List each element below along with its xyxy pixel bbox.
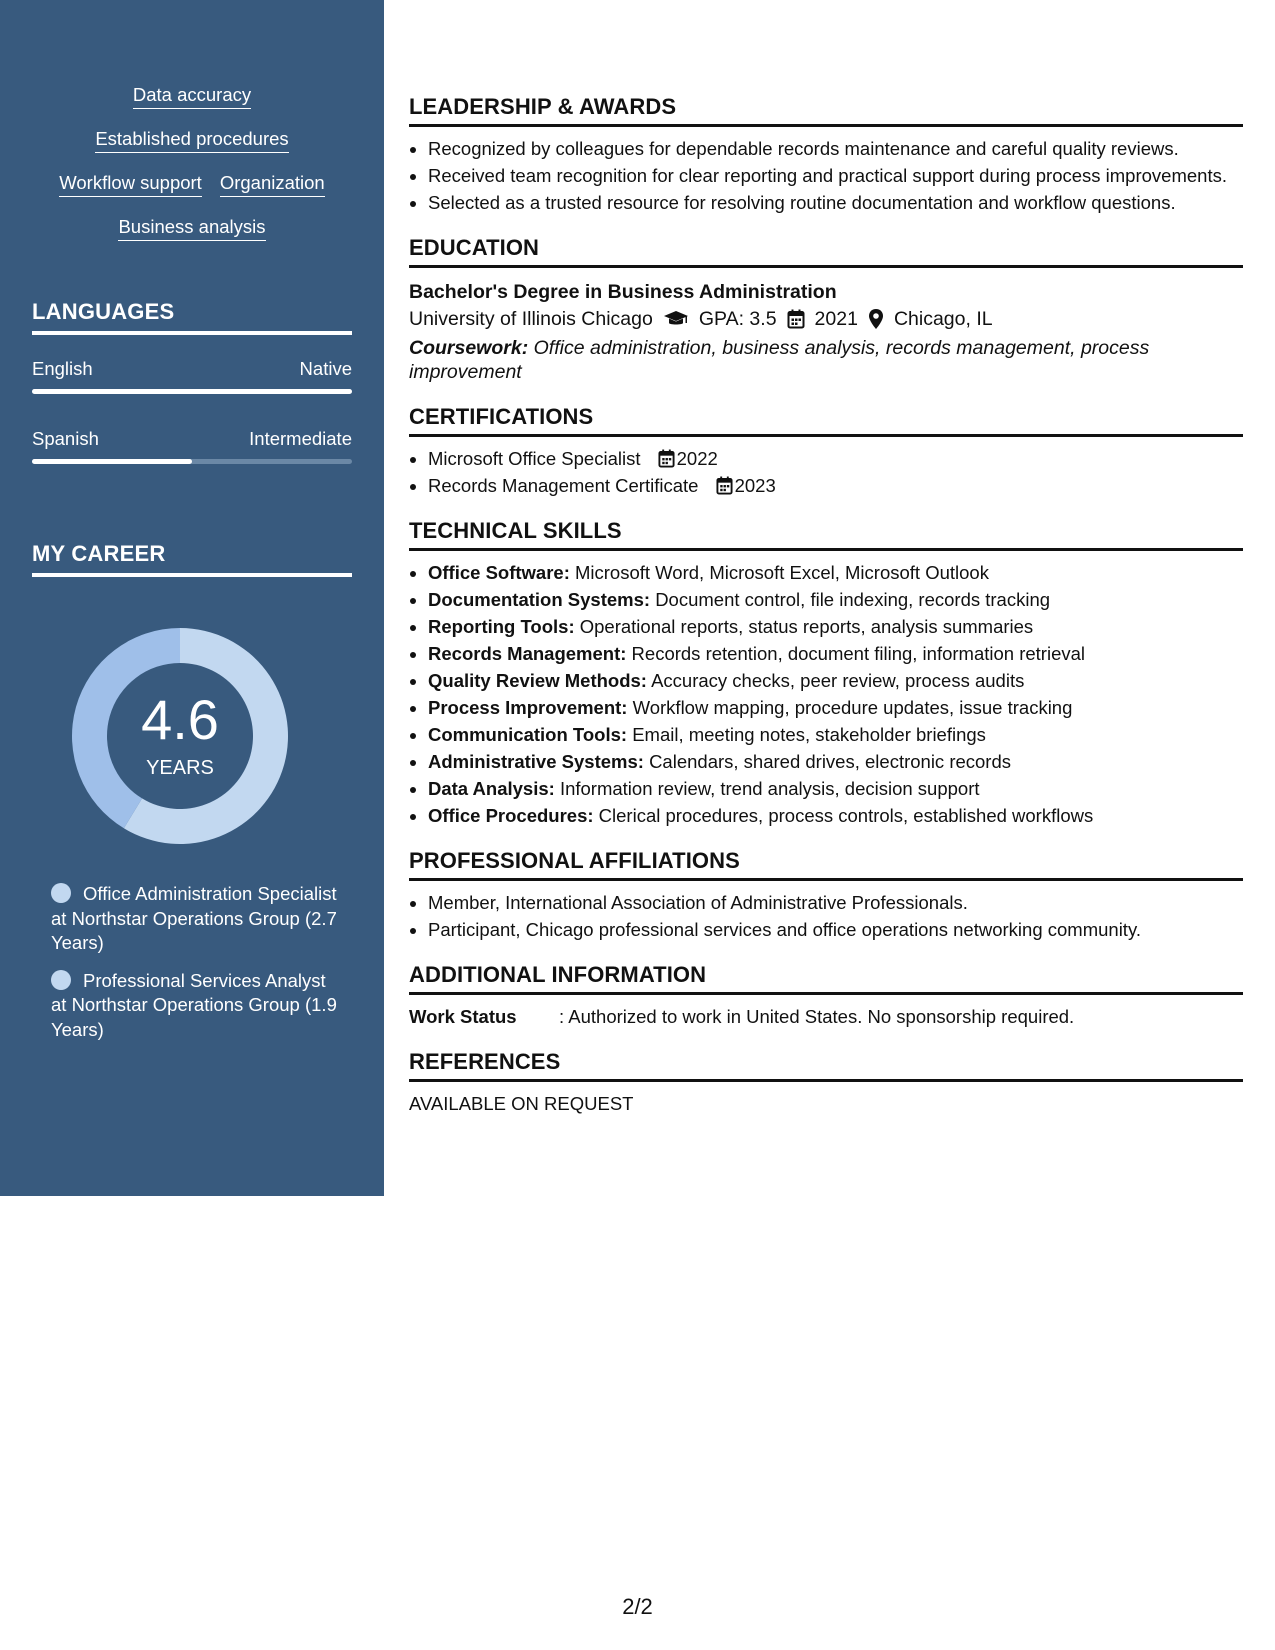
list-item: • Participant, Chicago professional services and office operations networking community. (428, 918, 1243, 942)
section-title: CERTIFICATIONS (409, 404, 1243, 437)
career-item (51, 882, 341, 956)
skill-tag: Workflow support (59, 170, 202, 197)
certification-name: Records Management Certificate (428, 475, 699, 496)
skill-label: Process Improvement: (428, 697, 628, 718)
skill-tag: Data accuracy (133, 82, 251, 109)
skill-value: Accuracy checks, peer review, process audits (651, 670, 1025, 691)
certifications-list (409, 447, 1243, 498)
gpa: GPA: 3.5 (698, 308, 777, 330)
language-english (32, 357, 352, 394)
skill-value: Calendars, shared drives, electronic records (649, 751, 1012, 772)
section-title: PROFESSIONAL AFFILIATIONS (409, 848, 1243, 881)
skill-label: Data Analysis: (428, 778, 555, 799)
career-bullet-dot (51, 970, 71, 990)
skill-value: Operational reports, status reports, analysis summaries (579, 616, 1034, 637)
references-section (409, 1049, 1243, 1116)
career-heading: MY CAREER (32, 541, 352, 577)
coursework-text: Office administration, business analysis, records management, process improvement (409, 337, 1150, 383)
skill-value: Workflow mapping, procedure updates, issue tracking (632, 697, 1073, 718)
work-status-row (409, 1005, 1243, 1029)
sidebar (0, 0, 384, 1196)
affiliations-list (409, 891, 1243, 942)
skill-label: Quality Review Methods: (428, 670, 647, 691)
calendar-icon (787, 309, 805, 329)
skill-value: Information review, trend analysis, decision support (559, 778, 980, 799)
skill-value: Email, meeting notes, stakeholder briefings (632, 724, 986, 745)
language-level: Native (299, 358, 352, 379)
career-list (51, 882, 341, 1055)
coursework-label: Coursework: (409, 337, 529, 359)
graduation-cap-icon (663, 310, 689, 328)
language-proficiency-bar (32, 459, 352, 464)
section-title: TECHNICAL SKILLS (409, 518, 1243, 551)
school-name: University of Illinois Chicago (409, 308, 653, 330)
school-location: Chicago, IL (893, 308, 993, 330)
career-item-text: Professional Services Analyst at Northstar Operations Group (1.9 Years) (51, 969, 337, 1040)
skill-value: Microsoft Word, Microsoft Excel, Microsoft Outlook (575, 562, 989, 583)
skill-label: Administrative Systems: (428, 751, 644, 772)
career-total-years: 4.6 (141, 688, 219, 751)
skill-item (428, 750, 1243, 774)
skill-item (428, 561, 1243, 585)
skill-value: Document control, file indexing, records tracking (655, 589, 1051, 610)
career-total-unit: YEARS (146, 757, 214, 779)
list-item: • Selected as a trusted resource for resolving routine documentation and workflow questions. (428, 191, 1243, 215)
language-spanish (32, 427, 352, 464)
work-status-value: : Authorized to work in United States. No sponsorship required. (559, 1006, 1075, 1027)
skill-value: Records retention, document filing, information retrieval (631, 643, 1086, 664)
work-status-label: Work Status (409, 1006, 517, 1027)
career-item-text: Office Administration Specialist at Northstar Operations Group (2.7 Years) (51, 883, 337, 953)
section-title: ADDITIONAL INFORMATION (409, 962, 1243, 995)
section-title: REFERENCES (409, 1049, 1243, 1082)
certification-name: Microsoft Office Specialist (428, 448, 641, 469)
skill-item (428, 804, 1243, 828)
language-proficiency-fill (32, 389, 352, 394)
affiliations-section (409, 848, 1243, 942)
skill-label: Office Software: (428, 562, 570, 583)
career-item (51, 969, 341, 1043)
location-pin-icon (868, 308, 884, 330)
languages-heading: LANGUAGES (32, 299, 352, 335)
degree-title: Bachelor's Degree in Business Administration (409, 281, 837, 303)
education-section (409, 235, 1243, 384)
skill-item (428, 696, 1243, 720)
language-proficiency-bar (32, 389, 352, 394)
skill-item (428, 642, 1243, 666)
leadership-section (409, 94, 1243, 215)
education-details (409, 305, 1243, 333)
section-title: EDUCATION (409, 235, 1243, 268)
section-title: LEADERSHIP & AWARDS (409, 94, 1243, 127)
language-name: English (32, 358, 93, 379)
certification-item (428, 474, 1243, 498)
skill-label: Office Procedures: (428, 805, 594, 826)
skill-label: Communication Tools: (428, 724, 628, 745)
certification-year: 2022 (676, 448, 718, 469)
graduation-year: 2021 (814, 308, 858, 330)
skill-item (428, 588, 1243, 612)
skill-item (428, 777, 1243, 801)
coursework (409, 336, 1243, 384)
language-name: Spanish (32, 428, 99, 449)
skill-tag: Established procedures (95, 126, 288, 153)
additional-info-section (409, 962, 1243, 1029)
list-item: • Recognized by colleagues for dependable records maintenance and careful quality reviews. (428, 137, 1243, 161)
leadership-list (409, 137, 1243, 215)
list-item: • Member, International Association of Administrative Professionals. (428, 891, 1243, 915)
references-text: AVAILABLE ON REQUEST (409, 1093, 634, 1114)
skill-tag: Business analysis (118, 214, 265, 241)
skill-label: Records Management: (428, 643, 627, 664)
skill-item (428, 669, 1243, 693)
list-item: • Received team recognition for clear reporting and practical support during process improvements. (428, 164, 1243, 188)
career-bullet-dot (51, 883, 71, 903)
skill-tag: Organization (220, 170, 325, 197)
technical-skills-list (409, 561, 1243, 828)
certification-item (428, 447, 1243, 471)
main-content (409, 94, 1243, 1136)
skill-item (428, 615, 1243, 639)
certification-year: 2023 (734, 475, 776, 496)
skill-item (428, 723, 1243, 747)
skill-value: Clerical procedures, process controls, established workflows (598, 805, 1094, 826)
skills-tags (32, 82, 352, 258)
page-number: 2/2 (622, 1594, 653, 1619)
calendar-icon (716, 476, 733, 495)
skill-label: Documentation Systems: (428, 589, 651, 610)
language-level: Intermediate (249, 428, 352, 449)
calendar-icon (658, 449, 675, 468)
language-proficiency-fill (32, 459, 192, 464)
skill-label: Reporting Tools: (428, 616, 575, 637)
certifications-section (409, 404, 1243, 498)
technical-skills-section (409, 518, 1243, 828)
